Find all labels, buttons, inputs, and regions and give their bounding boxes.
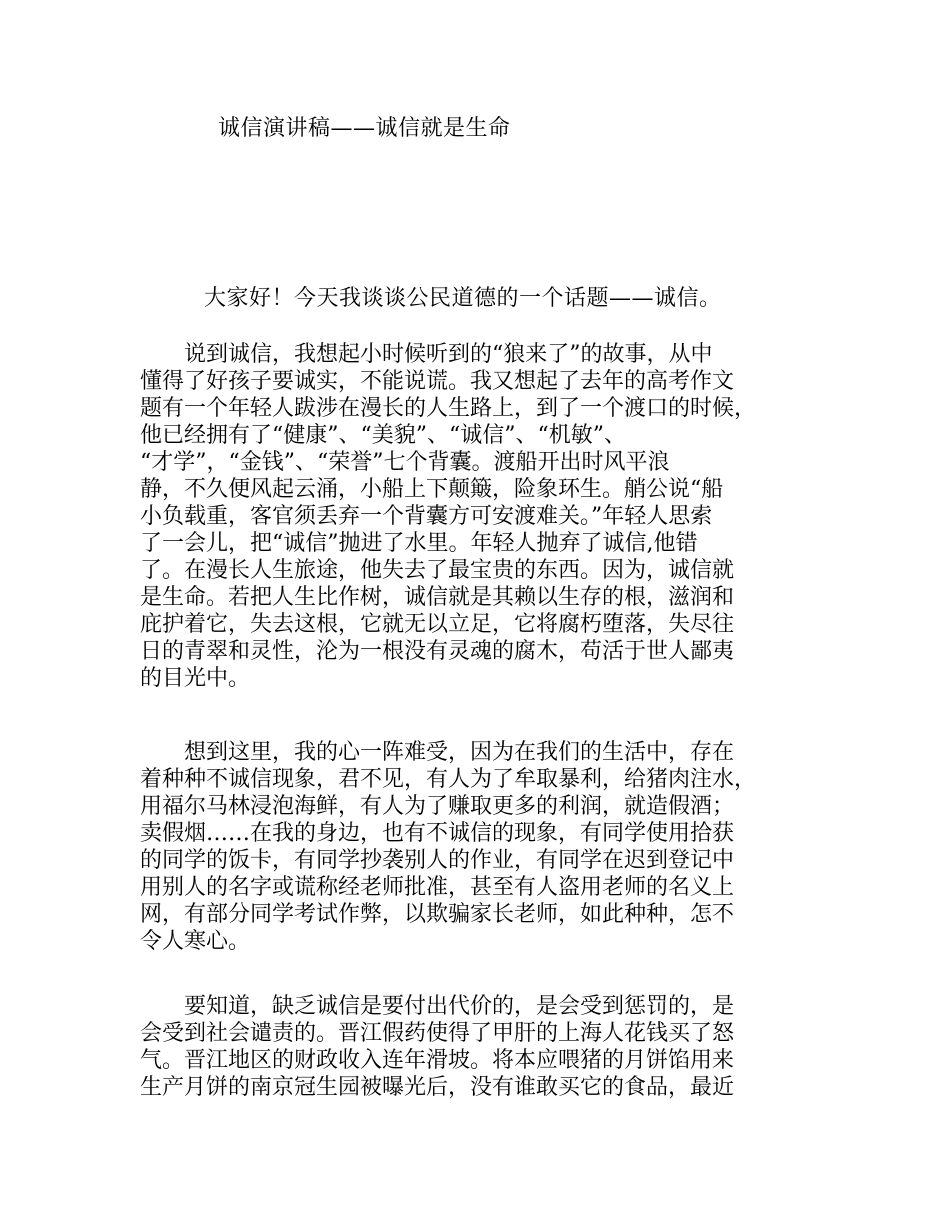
text-line: 气。晋江地区的财政收入连年滑坡。将本应喂猪的月饼馅用来 [140, 1048, 735, 1073]
paragraph-2 [140, 739, 830, 955]
document-title: 诚信演讲稿——诚信就是生命 [218, 116, 511, 141]
text-line: 题有一个年轻人跋涉在漫长的人生路上，到了一个渡口的时候， [140, 396, 757, 421]
text-line: 的目光中。 [140, 666, 251, 691]
text-line: 会受到社会谴责的。晋江假药使得了甲肝的上海人花钱买了怒 [140, 1021, 735, 1046]
text-line: 庇护着它，失去这根，它就无以立足，它将腐朽堕落，失尽往 [140, 612, 735, 637]
text-line: 懂得了好孩子要诚实，不能说谎。我又想起了去年的高考作文 [140, 369, 735, 394]
text-line: “才学”，“金钱”、“荣誉”七个背囊。渡船开出时风平浪 [140, 450, 670, 475]
greeting-line: 大家好！今天我谈谈公民道德的一个话题——诚信。 [204, 286, 722, 311]
text-line: 网，有部分同学考试作弊，以欺骗家长老师，如此种种，怎不 [140, 902, 735, 927]
text-line: 用别人的名字或谎称经老师批准，甚至有人盗用老师的名义上 [140, 875, 735, 900]
text-line: 要知道，缺乏诚信是要付出代价的，是会受到惩罚的，是 [140, 994, 735, 1019]
text-line: 他已经拥有了“健康”、“美貌”、“诚信”、“机敏”、 [140, 423, 626, 448]
text-line: 令人寒心。 [140, 929, 251, 954]
text-line: 用福尔马林浸泡海鲜，有人为了赚取更多的利润，就造假酒； [140, 794, 735, 819]
text-line: 静，不久便风起云涌，小船上下颠簸，险象环生。艄公说“船 [140, 477, 724, 502]
text-line: 日的青翠和灵性，沦为一根没有灵魂的腐木，苟活于世人鄙夷 [140, 639, 735, 664]
paragraph-3 [140, 993, 830, 1101]
text-line: 了一会儿，把“诚信”抛进了水里。年轻人抛弃了诚信,他错 [140, 531, 698, 556]
text-line: 生产月饼的南京冠生园被曝光后，没有谁敢买它的食品，最近 [140, 1075, 735, 1100]
text-line: 卖假烟……在我的身边，也有不诚信的现象，有同学使用拾获 [140, 821, 735, 846]
text-line: 是生命。若把人生比作树，诚信就是其赖以生存的根，滋润和 [140, 585, 735, 610]
text-line: 小负载重，客官须丢弃一个背囊方可安渡难关。”年轻人思索 [140, 504, 713, 529]
text-line: 说到诚信，我想起小时候听到的“狼来了”的故事，从中 [140, 342, 713, 367]
text-line: 想到这里，我的心一阵难受，因为在我们的生活中，存在 [140, 740, 735, 765]
text-line: 着种种不诚信现象，君不见，有人为了牟取暴利，给猪肉注水， [140, 767, 757, 792]
paragraph-1 [140, 341, 830, 692]
text-line: 了。在漫长人生旅途，他失去了最宝贵的东西。因为，诚信就 [140, 558, 735, 583]
text-line: 的同学的饭卡，有同学抄袭别人的作业，有同学在迟到登记中 [140, 848, 735, 873]
